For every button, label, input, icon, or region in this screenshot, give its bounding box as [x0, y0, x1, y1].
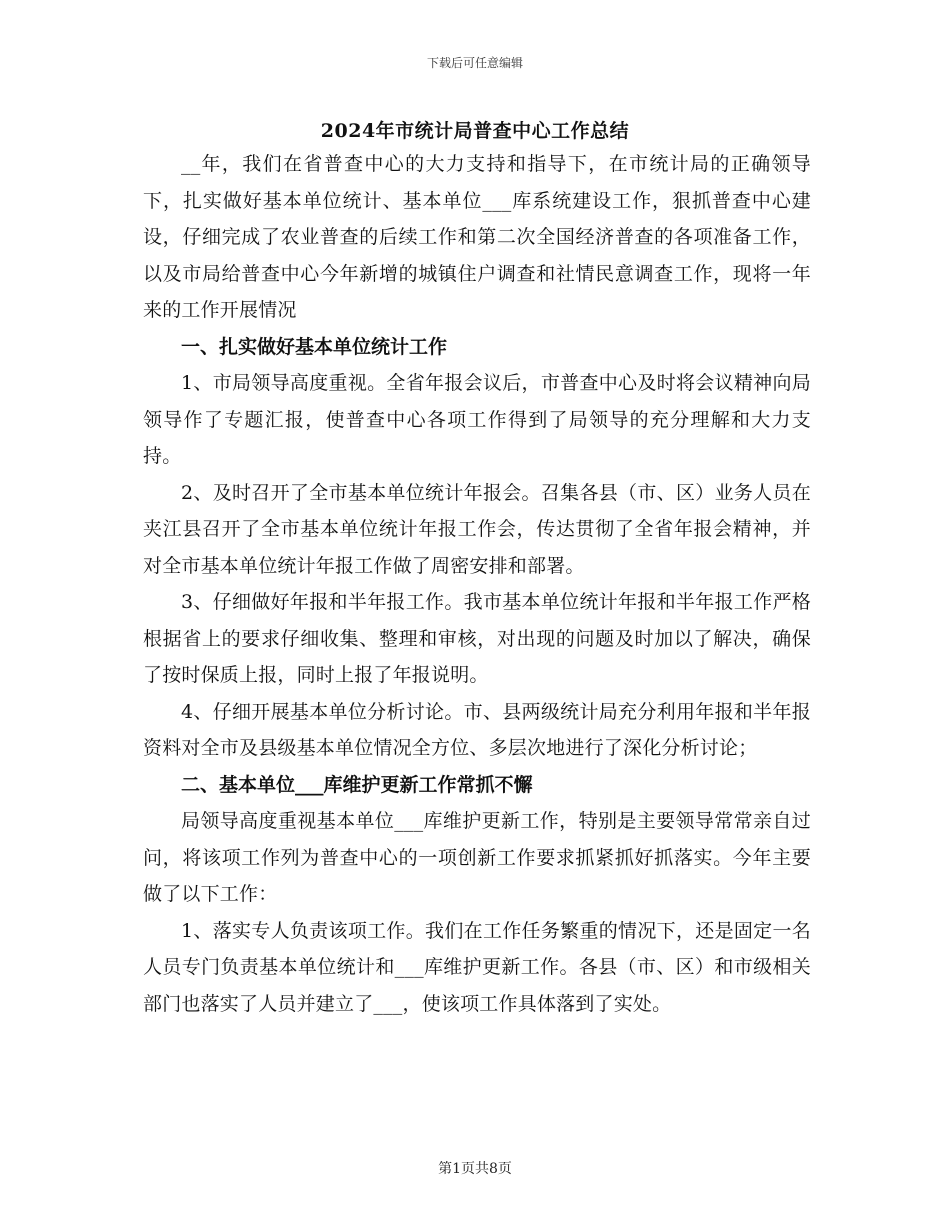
section-2-heading: 二、基本单位___库维护更新工作常抓不懈 — [181, 773, 533, 796]
document-title: 2024年市统计局普查中心工作总结 — [320, 120, 630, 142]
section-1-paragraph-4: 4、仔细开展基本单位分析讨论。市、县两级统计局充分利用年报和半年报资料对全市及县级基本单位情况全方位、多层次地进行了深化分析讨论； — [143, 700, 811, 759]
section-2-paragraph-2: 1、落实专人负责该项工作。我们在工作任务繁重的情况下，还是固定一名人员专门负责基本单位统计和___库维护更新工作。各县（市、区）和市级相关部门也落实了人员并建立了___，使该项工作具体落到了实处。 — [143, 919, 811, 1015]
document-body — [143, 146, 811, 1022]
page-number: 第1页共8页 — [438, 1161, 512, 1177]
section-1-paragraph-2: 2、及时召开了全市基本单位统计年报会。召集各县（市、区）业务人员在夹江县召开了全市基本单位统计年报工作会，传达贯彻了全省年报会精神，并对全市基本单位统计年报工作做了周密安排和部署。 — [143, 481, 811, 577]
section-1-heading: 一、扎实做好基本单位统计工作 — [181, 335, 448, 358]
section-2-paragraph-1: 局领导高度重视基本单位___库维护更新工作，特别是主要领导常常亲自过问，将该项工作列为普查中心的一项创新工作要求抓紧抓好抓落实。今年主要做了以下工作： — [143, 810, 811, 905]
section-1-paragraph-1: 1、市局领导高度重视。全省年报会议后，市普查中心及时将会议精神向局领导作了专题汇报，使普查中心各项工作得到了局领导的充分理解和大力支持。 — [143, 372, 811, 467]
download-note: 下载后可任意编辑 — [426, 56, 523, 70]
intro-paragraph: __年，我们在省普查中心的大力支持和指导下，在市统计局的正确领导下，扎实做好基本单位统计、基本单位___库系统建设工作，狠抓普查中心建设，仔细完成了农业普查的后续工作和第二次全国经济普查的各项准备工作，以及市局给普查中心今年新增的城镇住户调查和社情民意调查工作，现将一年来的工作开展情况 — [143, 153, 811, 321]
section-1-paragraph-3: 3、仔细做好年报和半年报工作。我市基本单位统计年报和半年报工作严格根据省上的要求仔细收集、整理和审核，对出现的问题及时加以了解决，确保了按时保质上报，同时上报了年报说明。 — [143, 591, 811, 686]
